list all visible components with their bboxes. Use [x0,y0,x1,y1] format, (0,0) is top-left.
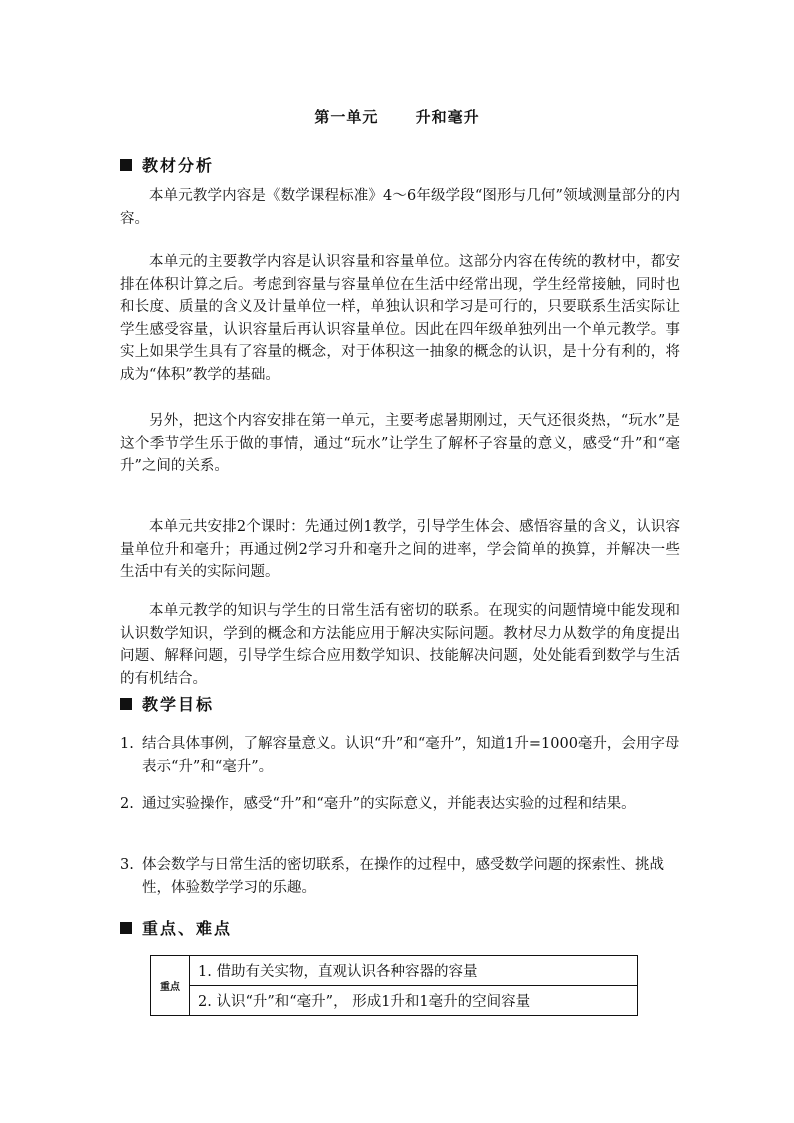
square-bullet-icon [120,698,132,710]
section-heading-key-points [120,916,232,939]
heading-text: 教学目标 [142,695,215,714]
key-points-table [150,955,638,1016]
table-cell: 2. 认识“升”和“毫升”， 形成1升和1毫升的空间容量 [190,986,638,1016]
unit-title: 第一单元 升和毫升 [314,108,480,126]
goal-item [120,733,680,778]
goal-number: 1. [120,736,134,752]
section-heading-analysis [120,153,214,176]
table-row [151,956,638,986]
goal-number: 2. [120,796,134,812]
square-bullet-icon [120,159,132,171]
square-bullet-icon [120,922,132,934]
table-row [151,986,638,1016]
goal-number: 3. [120,857,134,873]
section-heading-goals [120,692,214,715]
goal-item [120,854,680,899]
analysis-paragraph: 本单元教学的知识与学生的日常生活有密切的联系。在现实的问题情境中能发现和认识数学知识，学到的概念和方法能应用于解决实际问题。教材尽力从数学的角度提出问题、解释问题，引导学生综合应用数学知识、技能解决问题，处处能看到数学与生活的有机结合。 [120,603,680,687]
analysis-paragraph: 另外，把这个内容安排在第一单元，主要考虑暑期刚过，天气还很炎热，“玩水”是这个季节学生乐于做的事情，通过“玩水”让学生了解杯子容量的意义，感受“升”和“毫升”之间的关系。 [120,413,680,474]
goal-text: 体会数学与日常生活的密切联系，在操作的过程中，感受数学问题的探索性、挑战性，体验数学学习的乐趣。 [142,857,664,896]
heading-text: 重点、难点 [142,919,233,938]
table-cell: 1. 借助有关实物，直观认识各种容器的容量 [190,956,638,986]
key-points-label: 重点 [151,956,190,1016]
analysis-paragraph: 本单元教学内容是《数学课程标准》4～6年级学段“图形与几何”领域测量部分的内容。 [120,188,680,227]
analysis-paragraph: 本单元的主要教学内容是认识容量和容量单位。这部分内容在传统的教材中，都安排在体积计算之后。考虑到容量与容量单位在生活中经常出现，学生经常接触，同时也和长度、质量的含义及计量单位一样，单独认识和学习是可行的，只要联系生活实际让学生感受容量，认识容量后再认识容量单位。因此在四年级单独列出一个单元教学。事实上如果学生具有了容量的概念，对于体积这一抽象的概念的认识，是十分有利的，将成为“体积”教学的基础。 [120,254,680,383]
analysis-paragraph: 本单元共安排2个课时：先通过例1教学，引导学生体会、感悟容量的含义，认识容量单位升和毫升；再通过例2学习升和毫升之间的进率，学会简单的换算，并解决一些生活中有关的实际问题。 [120,519,680,580]
goal-item [120,793,680,816]
heading-text: 教材分析 [142,156,215,175]
goal-text: 通过实验操作，感受“升”和“毫升”的实际意义，并能表达实验的过程和结果。 [142,796,636,812]
goal-text: 结合具体事例，了解容量意义。认识“升”和“毫升”，知道1升=1000毫升，会用字母表示“升”和“毫升”。 [142,736,680,775]
